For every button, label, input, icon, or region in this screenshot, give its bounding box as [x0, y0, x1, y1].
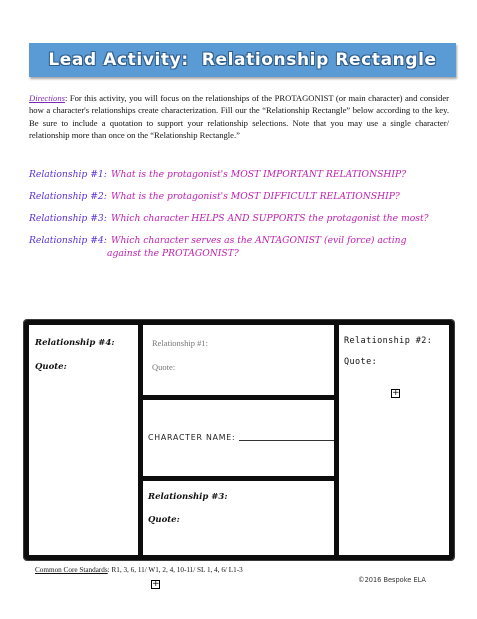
page-title: Lead Activity: Relationship Rectangle [48, 50, 437, 70]
relationship-4-prompt [29, 235, 469, 259]
relationship-number: Relationship #4: [29, 235, 107, 246]
directions-paragraph [29, 92, 449, 141]
upper-divider [138, 395, 339, 400]
box3-quote[interactable]: Quote: [148, 515, 180, 525]
relationship-question: What is the protagonist's MOST IMPORTANT RELATIONSHIP? [111, 169, 407, 180]
box1-title[interactable]: Relationship #1: [152, 338, 208, 348]
relationship-question-continued: against the PROTAGONIST? [107, 248, 239, 259]
right-divider [334, 320, 339, 560]
left-divider [138, 320, 143, 560]
box4-title[interactable]: Relationship #4: [35, 338, 115, 348]
directions-label: Directions [29, 93, 65, 103]
box3-title[interactable]: Relationship #3: [148, 492, 228, 502]
relationship-number: Relationship #2: [29, 191, 107, 202]
box4-quote[interactable]: Quote: [35, 362, 67, 372]
standards-text: : R1, 3, 6, 11/ W1, 2, 4, 10-11/ SL 1, 4, 6/ L1-3 [107, 566, 243, 574]
relationship-number: Relationship #3: [29, 213, 107, 224]
character-name-blank[interactable] [239, 440, 334, 441]
directions-text: : For this activity, you will focus on the relationships of the PROTAGONIST (or main character) and consider how a character's relationships create characterization. Fill our the “Relationship Rectangle” below according to the key. Be sure to include a quotation to support your relationship selections. Note that you may use a single character/ relationship more than once on the “Relationship Rectangle.” [29, 93, 449, 140]
common-core-standards [35, 566, 243, 574]
move-handle-icon[interactable]: + [392, 388, 400, 398]
move-handle-icon[interactable]: + [152, 579, 160, 589]
relationship-1-prompt [29, 169, 469, 180]
standards-label: Common Core Standards [35, 566, 108, 574]
box2-quote[interactable]: Quote: [344, 357, 378, 367]
box1-quote[interactable]: Quote: [152, 362, 176, 372]
lower-divider [138, 476, 339, 481]
relationship-number: Relationship #1: [29, 169, 107, 180]
copyright-notice: ©2016 Bespoke ELA [358, 576, 426, 584]
relationship-3-prompt [29, 213, 469, 224]
relationship-question: Which character serves as the ANTAGONIST (evil force) acting [111, 235, 407, 246]
relationship-question: What is the protagonist's MOST DIFFICULT RELATIONSHIP? [111, 191, 400, 202]
character-name-field[interactable] [148, 433, 334, 442]
relationship-2-prompt [29, 191, 469, 202]
character-name-label: CHARACTER NAME: [148, 433, 236, 442]
relationship-question: Which character HELPS AND SUPPORTS the protagonist the most? [111, 213, 429, 224]
title-banner [29, 43, 456, 77]
box2-title[interactable]: Relationship #2: [344, 336, 433, 346]
